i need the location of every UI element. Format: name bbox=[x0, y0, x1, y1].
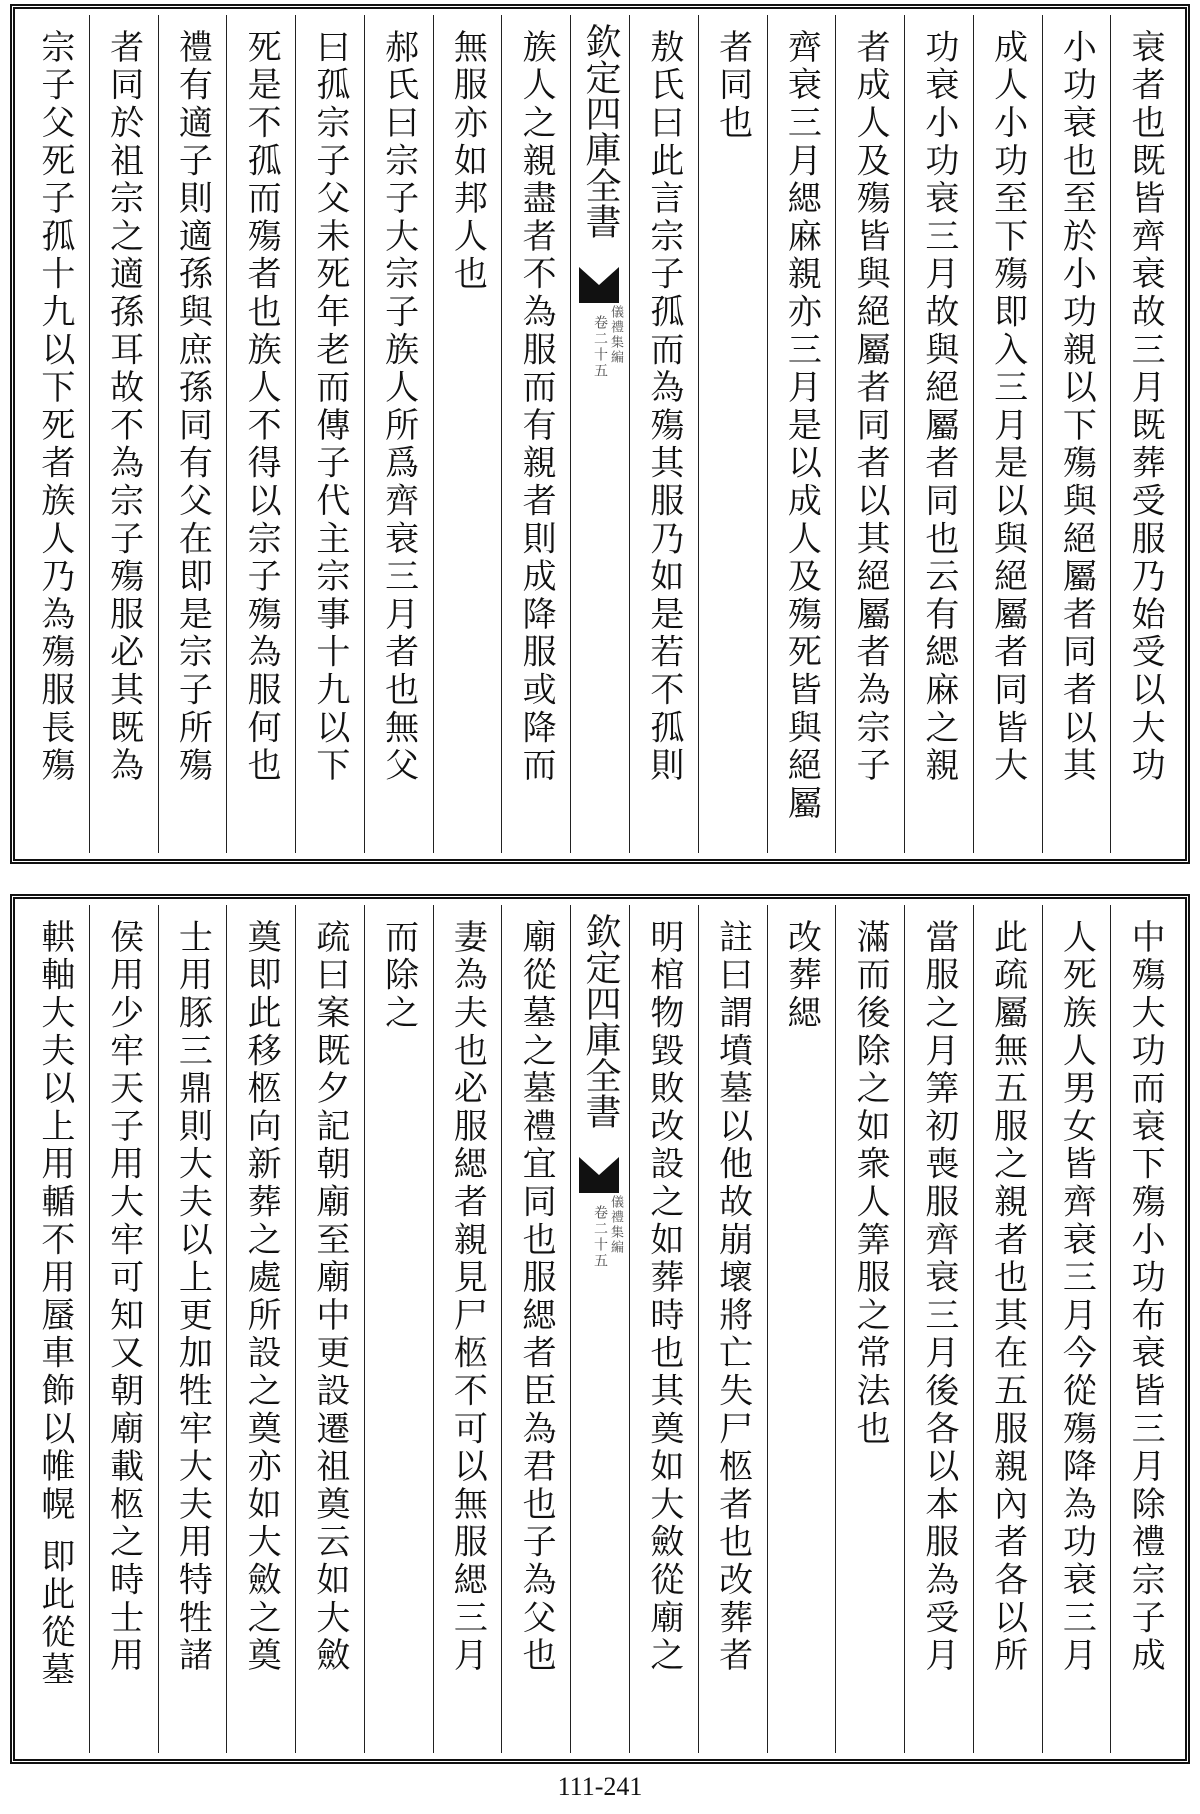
volume-label: 卷二十五 bbox=[592, 1205, 608, 1269]
book-name: 儀禮集編 bbox=[608, 1195, 623, 1255]
text-column: 曰孤宗子父未死年老而傳子代主宗事十九以下 bbox=[295, 15, 364, 853]
text-column: 疏曰案既夕記朝廟至廟中更設遷祖奠云如大斂 bbox=[295, 905, 364, 1753]
text-column: 者同於祖宗之適孫耳故不為宗子殤服必其既為 bbox=[89, 15, 158, 853]
center-gutter bbox=[570, 15, 629, 853]
page-number: 111-241 bbox=[557, 1772, 643, 1801]
text-column: 郝氏曰宗子大宗子族人所爲齊衰三月者也無父 bbox=[364, 15, 433, 853]
text-column: 宗子父死子孤十九以下死者族人乃為殤服長殤 bbox=[34, 29, 75, 785]
center-gutter bbox=[570, 905, 629, 1753]
text-column: 奠即此移柩向新葬之處所設之奠亦如大斂之奠 bbox=[226, 905, 295, 1753]
fish-tail-mark-icon bbox=[577, 1155, 621, 1195]
top-text-columns bbox=[21, 15, 1179, 853]
text-column: 註曰謂墳墓以他故崩壞將亡失尸柩者也改葬者 bbox=[698, 905, 767, 1753]
text-column: 成人小功至下殤即入三月是以與絕屬者同皆大 bbox=[973, 15, 1042, 853]
book-title: 欽定四庫全書 bbox=[580, 913, 621, 1129]
text-column: 當服之月筭初喪服齊衰三月後各以本服為受月 bbox=[904, 905, 973, 1753]
text-column: 士用豚三鼎則大夫以上更加牲牢大夫用特牲諸 bbox=[158, 905, 227, 1753]
book-name: 儀禮集編 bbox=[608, 305, 623, 365]
text-column: 輁軸大夫以上用輴不用蜃車飾以帷幌 即此從墓 bbox=[34, 919, 75, 1690]
text-column: 者同也 bbox=[698, 15, 767, 853]
text-column: 敖氏曰此言宗子孤而為殤其服乃如是若不孤則 bbox=[629, 15, 698, 853]
text-column: 族人之親盡者不為服而有親者則成降服或降而 bbox=[501, 15, 570, 853]
text-column: 此疏屬無五服之親者也其在五服親內者各以所 bbox=[973, 905, 1042, 1753]
section-heading: 改葬緦 bbox=[767, 905, 836, 1753]
text-column: 妻為夫也必服緦者親見尸柩不可以無服緦三月 bbox=[433, 905, 502, 1753]
text-column: 明棺物毀敗改設之如葬時也其奠如大斂從廟之 bbox=[629, 905, 698, 1753]
text-column: 滿而後除之如衆人筭服之常法也 bbox=[835, 905, 904, 1753]
volume-label: 卷二十五 bbox=[592, 315, 608, 379]
fish-tail-mark-icon bbox=[577, 265, 621, 305]
text-column: 人死族人男女皆齊衰三月今從殤降為功衰三月 bbox=[1042, 905, 1111, 1753]
top-page bbox=[10, 4, 1190, 864]
text-column: 衰者也既皆齊衰故三月既葬受服乃始受以大功 bbox=[1110, 15, 1179, 853]
text-column: 中殤大功而衰下殤小功布衰皆三月除禮宗子成 bbox=[1110, 905, 1179, 1753]
text-column: 禮有適子則適孫與庶孫同有父在即是宗子所殤 bbox=[158, 15, 227, 853]
book-title: 欽定四庫全書 bbox=[580, 23, 621, 239]
text-column: 小功衰也至於小功親以下殤與絕屬者同者以其 bbox=[1042, 15, 1111, 853]
text-column: 死是不孤而殤者也族人不得以宗子殤為服何也 bbox=[226, 15, 295, 853]
text-column: 無服亦如邦人也 bbox=[433, 15, 502, 853]
text-column: 者成人及殤皆與絕屬者同者以其絕屬者為宗子 bbox=[835, 15, 904, 853]
text-column: 齊衰三月緦麻親亦三月是以成人及殤死皆與絕屬 bbox=[767, 15, 836, 853]
bottom-page bbox=[10, 894, 1190, 1764]
text-column: 侯用少牢天子用大牢可知又朝廟載柩之時士用 bbox=[89, 905, 158, 1753]
bottom-text-columns bbox=[21, 905, 1179, 1753]
text-column: 而除之 bbox=[364, 905, 433, 1753]
text-column: 廟從墓之墓禮宜同也服緦者臣為君也子為父也 bbox=[501, 905, 570, 1753]
text-column: 功衰小功衰三月故與絕屬者同也云有緦麻之親 bbox=[904, 15, 973, 853]
